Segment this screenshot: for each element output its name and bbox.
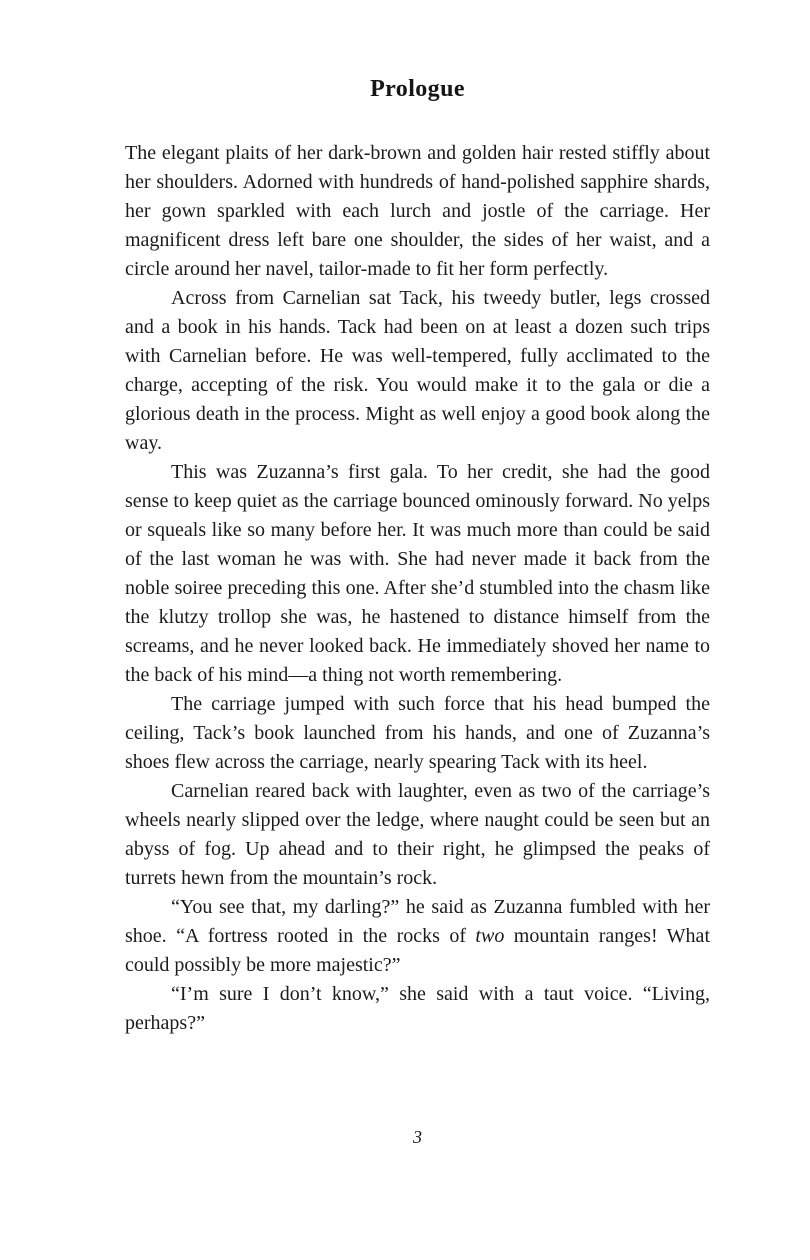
paragraph-segment: “You see that, my darling?” he said as Zuzanna fumbled with her shoe. “A fortress rooted in the rocks of <box>125 896 710 947</box>
italic-word: two <box>475 925 505 947</box>
page-number: 3 <box>413 1127 422 1147</box>
paragraph-segment: mountain ranges! What could possibly be more majestic?” <box>125 925 710 976</box>
paragraph: Across from Carnelian sat Tack, his tweedy butler, legs crossed and a book in his hands. Tack had been on at least a dozen such trips with Carnelian before. He was well-tempered, fully acclimated to the charge, accepting of the risk. You would make it to the gala or die a glorious death in the process. Might as well enjoy a good book along the way. <box>125 287 710 454</box>
paragraph <box>125 893 710 980</box>
paragraph: “I’m sure I don’t know,” she said with a taut voice. “Living, perhaps?” <box>125 983 710 1034</box>
paragraph: Carnelian reared back with laughter, even as two of the carriage’s wheels nearly slipped over the ledge, where naught could be seen but an abyss of fog. Up ahead and to their right, he glimpsed the peaks of turrets hewn from the mountain’s rock. <box>125 780 710 889</box>
body-text <box>125 139 710 1038</box>
paragraph: The elegant plaits of her dark-brown and golden hair rested stiffly about her shoulders. Adorned with hundreds of hand-polished sapphire shards, her gown sparkled with each lurch and jostle of the carriage. Her magnificent dress left bare one shoulder, the sides of her waist, and a circle around her navel, tailor-made to fit her form perfectly. <box>125 142 710 280</box>
paragraph: The carriage jumped with such force that his head bumped the ceiling, Tack’s book launched from his hands, and one of Zuzanna’s shoes flew across the carriage, nearly spearing Tack with its heel. <box>125 693 710 773</box>
chapter-heading: Prologue <box>370 76 465 102</box>
paragraph: This was Zuzanna’s first gala. To her credit, she had the good sense to keep quiet as the carriage bounced ominously forward. No yelps or squeals like so many before her. It was much more than could be said of the last woman he was with. She had never made it back from the noble soiree preceding this one. After she’d stumbled into the chasm like the klutzy trollop she was, he hastened to distance himself from the screams, and he never looked back. He immediately shoved her name to the back of his mind—a thing not worth remembering. <box>125 461 710 686</box>
